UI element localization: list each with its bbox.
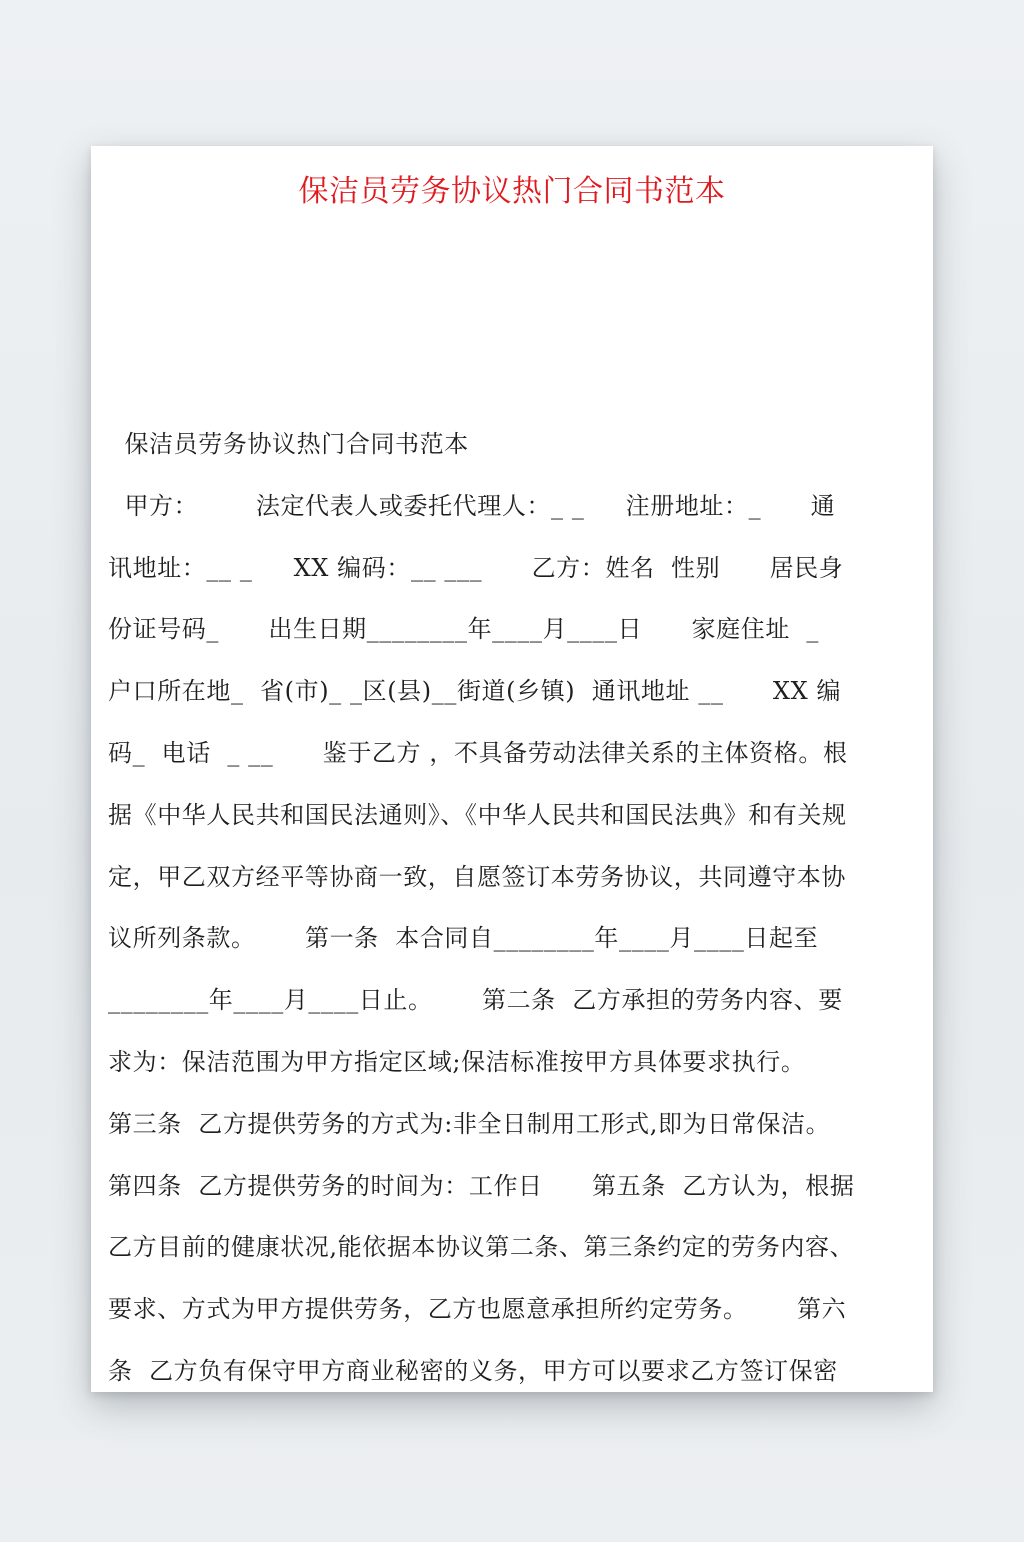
document-body [108, 414, 917, 1392]
body-line: 定，甲乙双方经平等协商一致，自愿签订本劳务协议，共同遵守本协 [108, 862, 846, 891]
body-line: 要求、方式为甲方提供劳务，乙方也愿意承担所约定劳务。 第六 [108, 1295, 847, 1324]
body-line: 第三条 乙方提供劳务的方式为:非全日制用工形式,即为日常保洁。 [108, 1109, 831, 1138]
body-line: ________年____月____日止。 第二条 乙方承担的劳务内容、要 [108, 986, 843, 1015]
body-line: 据《中华人民共和国民法通则》、《中华人民共和国民法典》和有关规 [108, 800, 847, 829]
body-line: 议所列条款。 第一条 本合同自________年____月____日起至 [108, 924, 819, 953]
body-line: 份证号码_ 出生日期________年____月____日 家庭住址 _ [108, 615, 820, 644]
body-line: 甲方： 法定代表人或委托代理人：_ _ 注册地址：_ 通 [108, 491, 836, 520]
document-page [91, 146, 933, 1392]
document-title: 保洁员劳务协议热门合同书范本 [298, 174, 726, 209]
body-line: 码_ 电话 _ __ 鉴于乙方 ，不具备劳动法律关系的主体资格。根 [108, 738, 848, 767]
body-heading-line: 保洁员劳务协议热门合同书范本 [108, 430, 469, 458]
body-line: 求为：保洁范围为甲方指定区域;保洁标准按甲方具体要求执行。 [108, 1047, 806, 1076]
body-line: 讯地址：__ _ XX 编码：__ ___ 乙方：姓名 性别 居民身 [108, 553, 844, 582]
body-line: 户口所在地_ 省(市)_ _区(县)__街道(乡镇) 通讯地址 __ XX 编 [108, 677, 842, 706]
body-line: 条 乙方负有保守甲方商业秘密的义务，甲方可以要求乙方签订保密 [108, 1356, 838, 1385]
body-line: 乙方目前的健康状况,能依据本协议第二条、第三条约定的劳务内容、 [108, 1233, 855, 1262]
body-line: 第四条 乙方提供劳务的时间为：工作日 第五条 乙方认为，根据 [108, 1171, 855, 1200]
